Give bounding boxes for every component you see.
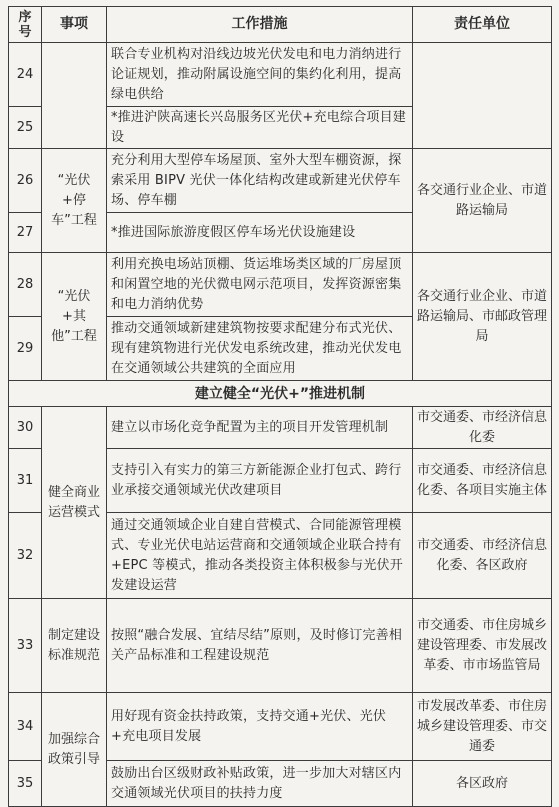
header-unit: 责任单位	[413, 7, 552, 43]
item-cell: 健全商业运营模式	[42, 407, 107, 599]
table-row-28	[9, 253, 552, 317]
unit-cell: 市交通委、市经济信息化委、各项目实施主体	[413, 449, 552, 513]
row-number: 27	[9, 213, 42, 253]
measure-cell: *推进国际旅游度假区停车场光伏设施建设	[107, 213, 413, 253]
row-number: 33	[9, 599, 42, 693]
unit-cell: 市交通委、市经济信息化委	[413, 407, 552, 449]
item-cell: “光伏+停车”工程	[42, 149, 107, 253]
item-cell: 制定建设标准规范	[42, 599, 107, 693]
measure-cell: 建立以市场化竞争配置为主的项目开发管理机制	[107, 407, 413, 449]
measure-cell: 用好现有资金扶持政策，支持交通+光伏、光伏+充电项目发展	[107, 693, 413, 761]
table-row-33	[9, 599, 552, 693]
row-number: 35	[9, 761, 42, 807]
measure-cell: 利用充换电场站顶棚、货运堆场类区域的厂房屋顶和闲置空地的光伏微电网示范项目，发挥资源密集和电力消纳优势	[107, 253, 413, 317]
row-number: 34	[9, 693, 42, 761]
unit-cell: 各交通行业企业、市道路运输局、市邮政管理局	[413, 253, 552, 381]
table-row-24	[9, 43, 552, 107]
table-row-34	[9, 693, 552, 761]
section-header-row	[9, 381, 552, 407]
task-table	[8, 6, 552, 807]
unit-cell: 市交通委、市经济信息化委、各区政府	[413, 513, 552, 599]
row-number: 32	[9, 513, 42, 599]
measure-cell: 鼓励出台区级财政补贴政策，进一步加大对辖区内交通领域光伏项目的扶持力度	[107, 761, 413, 807]
table-row-26	[9, 149, 552, 213]
item-cell: “光伏+其他”工程	[42, 253, 107, 381]
header-measure: 工作措施	[107, 7, 413, 43]
header-item: 事项	[42, 7, 107, 43]
row-number: 30	[9, 407, 42, 449]
unit-cell: 各交通行业企业、市道路运输局	[413, 149, 552, 253]
measure-cell: 充分利用大型停车场屋顶、室外大型车棚资源，探索采用 BIPV 光伏一体化结构改建或新建光伏停车场、停车棚	[107, 149, 413, 213]
measure-cell: 支持引入有实力的第三方新能源企业打包式、跨行业承接交通领域光伏改建项目	[107, 449, 413, 513]
measure-cell: 推动交通领域新建建筑物按要求配建分布式光伏、现有建筑物进行光伏发电系统改建，推动光伏发电在交通领域公共建筑的全面应用	[107, 317, 413, 381]
unit-cell-empty	[413, 43, 552, 149]
unit-cell: 市交通委、市住房城乡建设管理委、市发展改革委、市市场监管局	[413, 599, 552, 693]
row-number: 28	[9, 253, 42, 317]
measure-cell: 通过交通领域企业自建自营模式、合同能源管理模式、专业光伏电站运营商和交通领域企业联合持有+EPC 等模式，推动各类投资主体积极参与光伏开发建设运营	[107, 513, 413, 599]
row-number: 26	[9, 149, 42, 213]
unit-cell: 市发展改革委、市住房城乡建设管理委、市交通委	[413, 693, 552, 761]
item-cell-empty	[42, 43, 107, 149]
row-number: 24	[9, 43, 42, 107]
table-header-row	[9, 7, 552, 43]
row-number: 25	[9, 107, 42, 149]
unit-cell: 各区政府	[413, 761, 552, 807]
header-num: 序号	[9, 7, 42, 43]
measure-cell: 按照“融合发展、宜结尽结”原则，及时修订完善相关产品标准和工程建设规范	[107, 599, 413, 693]
table-row-30	[9, 407, 552, 449]
row-number: 31	[9, 449, 42, 513]
item-cell: 加强综合政策引导	[42, 693, 107, 807]
section-title: 建立健全“光伏+”推进机制	[9, 381, 552, 407]
measure-cell: *推进沪陕高速长兴岛服务区光伏+充电综合项目建设	[107, 107, 413, 149]
measure-cell: 联合专业机构对沿线边坡光伏发电和电力消纳进行论证规划，推动附属设施空间的集约化利用，提高绿电供给	[107, 43, 413, 107]
row-number: 29	[9, 317, 42, 381]
